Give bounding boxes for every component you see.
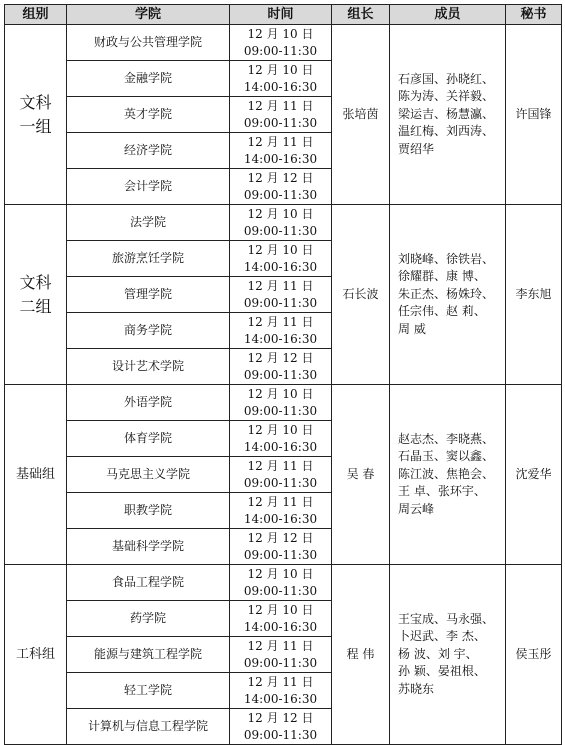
member-line: 杨 波、刘 宇、: [398, 646, 478, 661]
session-time: [230, 97, 332, 133]
group-secretary: 许国锋: [506, 25, 562, 205]
member-line: 朱正杰、杨姝玲、: [398, 286, 495, 301]
member-line: 贾绍华: [398, 141, 435, 156]
group-leader: 石长波: [332, 205, 390, 385]
college-name: 轻工学院: [67, 673, 230, 709]
group-leader: 程 伟: [332, 565, 390, 745]
session-time: [230, 709, 332, 745]
schedule-table: [4, 4, 562, 745]
session-hours: 09:00-11:30: [243, 187, 318, 202]
session-date: 12 月 10 日: [247, 422, 314, 437]
member-line: 王 卓、张环宇、: [398, 484, 486, 499]
header-group: 组别: [5, 5, 67, 25]
college-name: 职教学院: [67, 493, 230, 529]
session-hours: 09:00-11:30: [243, 367, 318, 382]
session-time: [230, 565, 332, 601]
session-time: [230, 313, 332, 349]
table-row: [5, 565, 562, 601]
session-time: [230, 205, 332, 241]
college-name: 经济学院: [67, 133, 230, 169]
group-members: [390, 385, 506, 565]
member-line: 任宗伟、赵 莉、: [398, 304, 486, 319]
college-name: 基础科学学院: [67, 529, 230, 565]
session-date: 12 月 10 日: [247, 602, 314, 617]
member-line: 卜迟武、李 杰、: [398, 629, 486, 644]
session-hours: 09:00-11:30: [243, 403, 318, 418]
member-line: 王宝成、马永强、: [398, 611, 495, 626]
session-hours: 14:00-16:30: [243, 619, 318, 634]
session-hours: 14:00-16:30: [243, 151, 318, 166]
header-college: 学院: [67, 5, 230, 25]
college-name: 财政与公共管理学院: [67, 25, 230, 61]
group-leader: 张培茵: [332, 25, 390, 205]
session-time: [230, 385, 332, 421]
session-date: 12 月 10 日: [247, 62, 314, 77]
group-name-line: 文科: [19, 92, 52, 112]
member-line: 刘晓峰、徐铁岩、: [398, 251, 495, 266]
session-time: [230, 61, 332, 97]
college-name: 管理学院: [67, 277, 230, 313]
group-name-line: 文科: [19, 272, 52, 292]
session-date: 12 月 11 日: [247, 98, 314, 113]
session-date: 12 月 10 日: [247, 386, 314, 401]
member-line: 温红梅、刘西涛、: [398, 124, 495, 139]
session-time: [230, 673, 332, 709]
session-hours: 14:00-16:30: [243, 439, 318, 454]
session-time: [230, 529, 332, 565]
session-date: 12 月 12 日: [247, 170, 314, 185]
group-members: [390, 205, 506, 385]
college-name: 旅游烹饪学院: [67, 241, 230, 277]
group-name: [5, 385, 67, 565]
college-name: 食品工程学院: [67, 565, 230, 601]
session-time: [230, 277, 332, 313]
session-date: 12 月 11 日: [247, 278, 314, 293]
session-hours: 09:00-11:30: [243, 223, 318, 238]
member-line: 梁运吉、杨慧瀛、: [398, 106, 495, 121]
group-leader: 吴 春: [332, 385, 390, 565]
session-time: [230, 349, 332, 385]
member-line: 周 威: [398, 321, 426, 336]
session-date: 12 月 11 日: [247, 494, 314, 509]
session-date: 12 月 12 日: [247, 350, 314, 365]
college-name: 马克思主义学院: [67, 457, 230, 493]
member-line: 周云峰: [398, 501, 435, 516]
session-date: 12 月 11 日: [247, 314, 314, 329]
session-hours: 09:00-11:30: [243, 115, 318, 130]
group-name-line: 工科组: [15, 646, 55, 662]
session-date: 12 月 12 日: [247, 530, 314, 545]
header-secretary: 秘书: [506, 5, 562, 25]
group-secretary: 沈爱华: [506, 385, 562, 565]
header-leader: 组长: [332, 5, 390, 25]
group-name: [5, 565, 67, 745]
group-members: [390, 25, 506, 205]
session-hours: 14:00-16:30: [243, 79, 318, 94]
session-hours: 09:00-11:30: [243, 475, 318, 490]
session-time: [230, 493, 332, 529]
member-line: 苏晓东: [398, 681, 435, 696]
group-secretary: 李东旭: [506, 205, 562, 385]
session-hours: 14:00-16:30: [243, 691, 318, 706]
session-date: 12 月 11 日: [247, 134, 314, 149]
session-hours: 09:00-11:30: [243, 295, 318, 310]
session-date: 12 月 11 日: [247, 674, 314, 689]
member-line: 徐耀群、康 博、: [398, 269, 486, 284]
session-date: 12 月 12 日: [247, 710, 314, 725]
session-time: [230, 241, 332, 277]
group-secretary: 侯玉彤: [506, 565, 562, 745]
session-date: 12 月 10 日: [247, 566, 314, 581]
session-hours: 14:00-16:30: [243, 331, 318, 346]
member-line: 赵志杰、李晓燕、: [398, 431, 495, 446]
session-date: 12 月 10 日: [247, 206, 314, 221]
session-time: [230, 637, 332, 673]
header-row: [5, 5, 562, 25]
session-hours: 09:00-11:30: [243, 583, 318, 598]
session-hours: 09:00-11:30: [243, 547, 318, 562]
member-line: 陈为涛、关祥毅、: [398, 89, 495, 104]
college-name: 药学院: [67, 601, 230, 637]
session-hours: 09:00-11:30: [243, 43, 318, 58]
session-hours: 14:00-16:30: [243, 259, 318, 274]
member-line: 石彦国、孙晓红、: [398, 71, 495, 86]
group-name-line: 基础组: [15, 466, 55, 482]
session-hours: 09:00-11:30: [243, 655, 318, 670]
group-name: [5, 25, 67, 205]
session-time: [230, 601, 332, 637]
group-members: [390, 565, 506, 745]
session-time: [230, 169, 332, 205]
session-hours: 09:00-11:30: [243, 727, 318, 742]
group-name: [5, 205, 67, 385]
college-name: 金融学院: [67, 61, 230, 97]
college-name: 会计学院: [67, 169, 230, 205]
college-name: 计算机与信息工程学院: [67, 709, 230, 745]
session-date: 12 月 11 日: [247, 638, 314, 653]
member-line: 孙 颖、晏祖根、: [398, 664, 486, 679]
session-date: 12 月 11 日: [247, 458, 314, 473]
group-name-line: 二组: [19, 296, 52, 316]
college-name: 外语学院: [67, 385, 230, 421]
session-date: 12 月 10 日: [247, 242, 314, 257]
table-row: [5, 205, 562, 241]
college-name: 法学院: [67, 205, 230, 241]
session-time: [230, 421, 332, 457]
header-time: 时间: [230, 5, 332, 25]
header-members: 成员: [390, 5, 506, 25]
group-name-line: 一组: [19, 116, 52, 136]
college-name: 英才学院: [67, 97, 230, 133]
session-time: [230, 133, 332, 169]
college-name: 设计艺术学院: [67, 349, 230, 385]
session-time: [230, 25, 332, 61]
college-name: 能源与建筑工程学院: [67, 637, 230, 673]
member-line: 石晶玉、窦以鑫、: [398, 449, 495, 464]
college-name: 体育学院: [67, 421, 230, 457]
session-time: [230, 457, 332, 493]
session-hours: 14:00-16:30: [243, 511, 318, 526]
table-row: [5, 25, 562, 61]
table-body: [5, 25, 562, 745]
session-date: 12 月 10 日: [247, 26, 314, 41]
table-row: [5, 385, 562, 421]
member-line: 陈江波、焦艳会、: [398, 466, 495, 481]
college-name: 商务学院: [67, 313, 230, 349]
